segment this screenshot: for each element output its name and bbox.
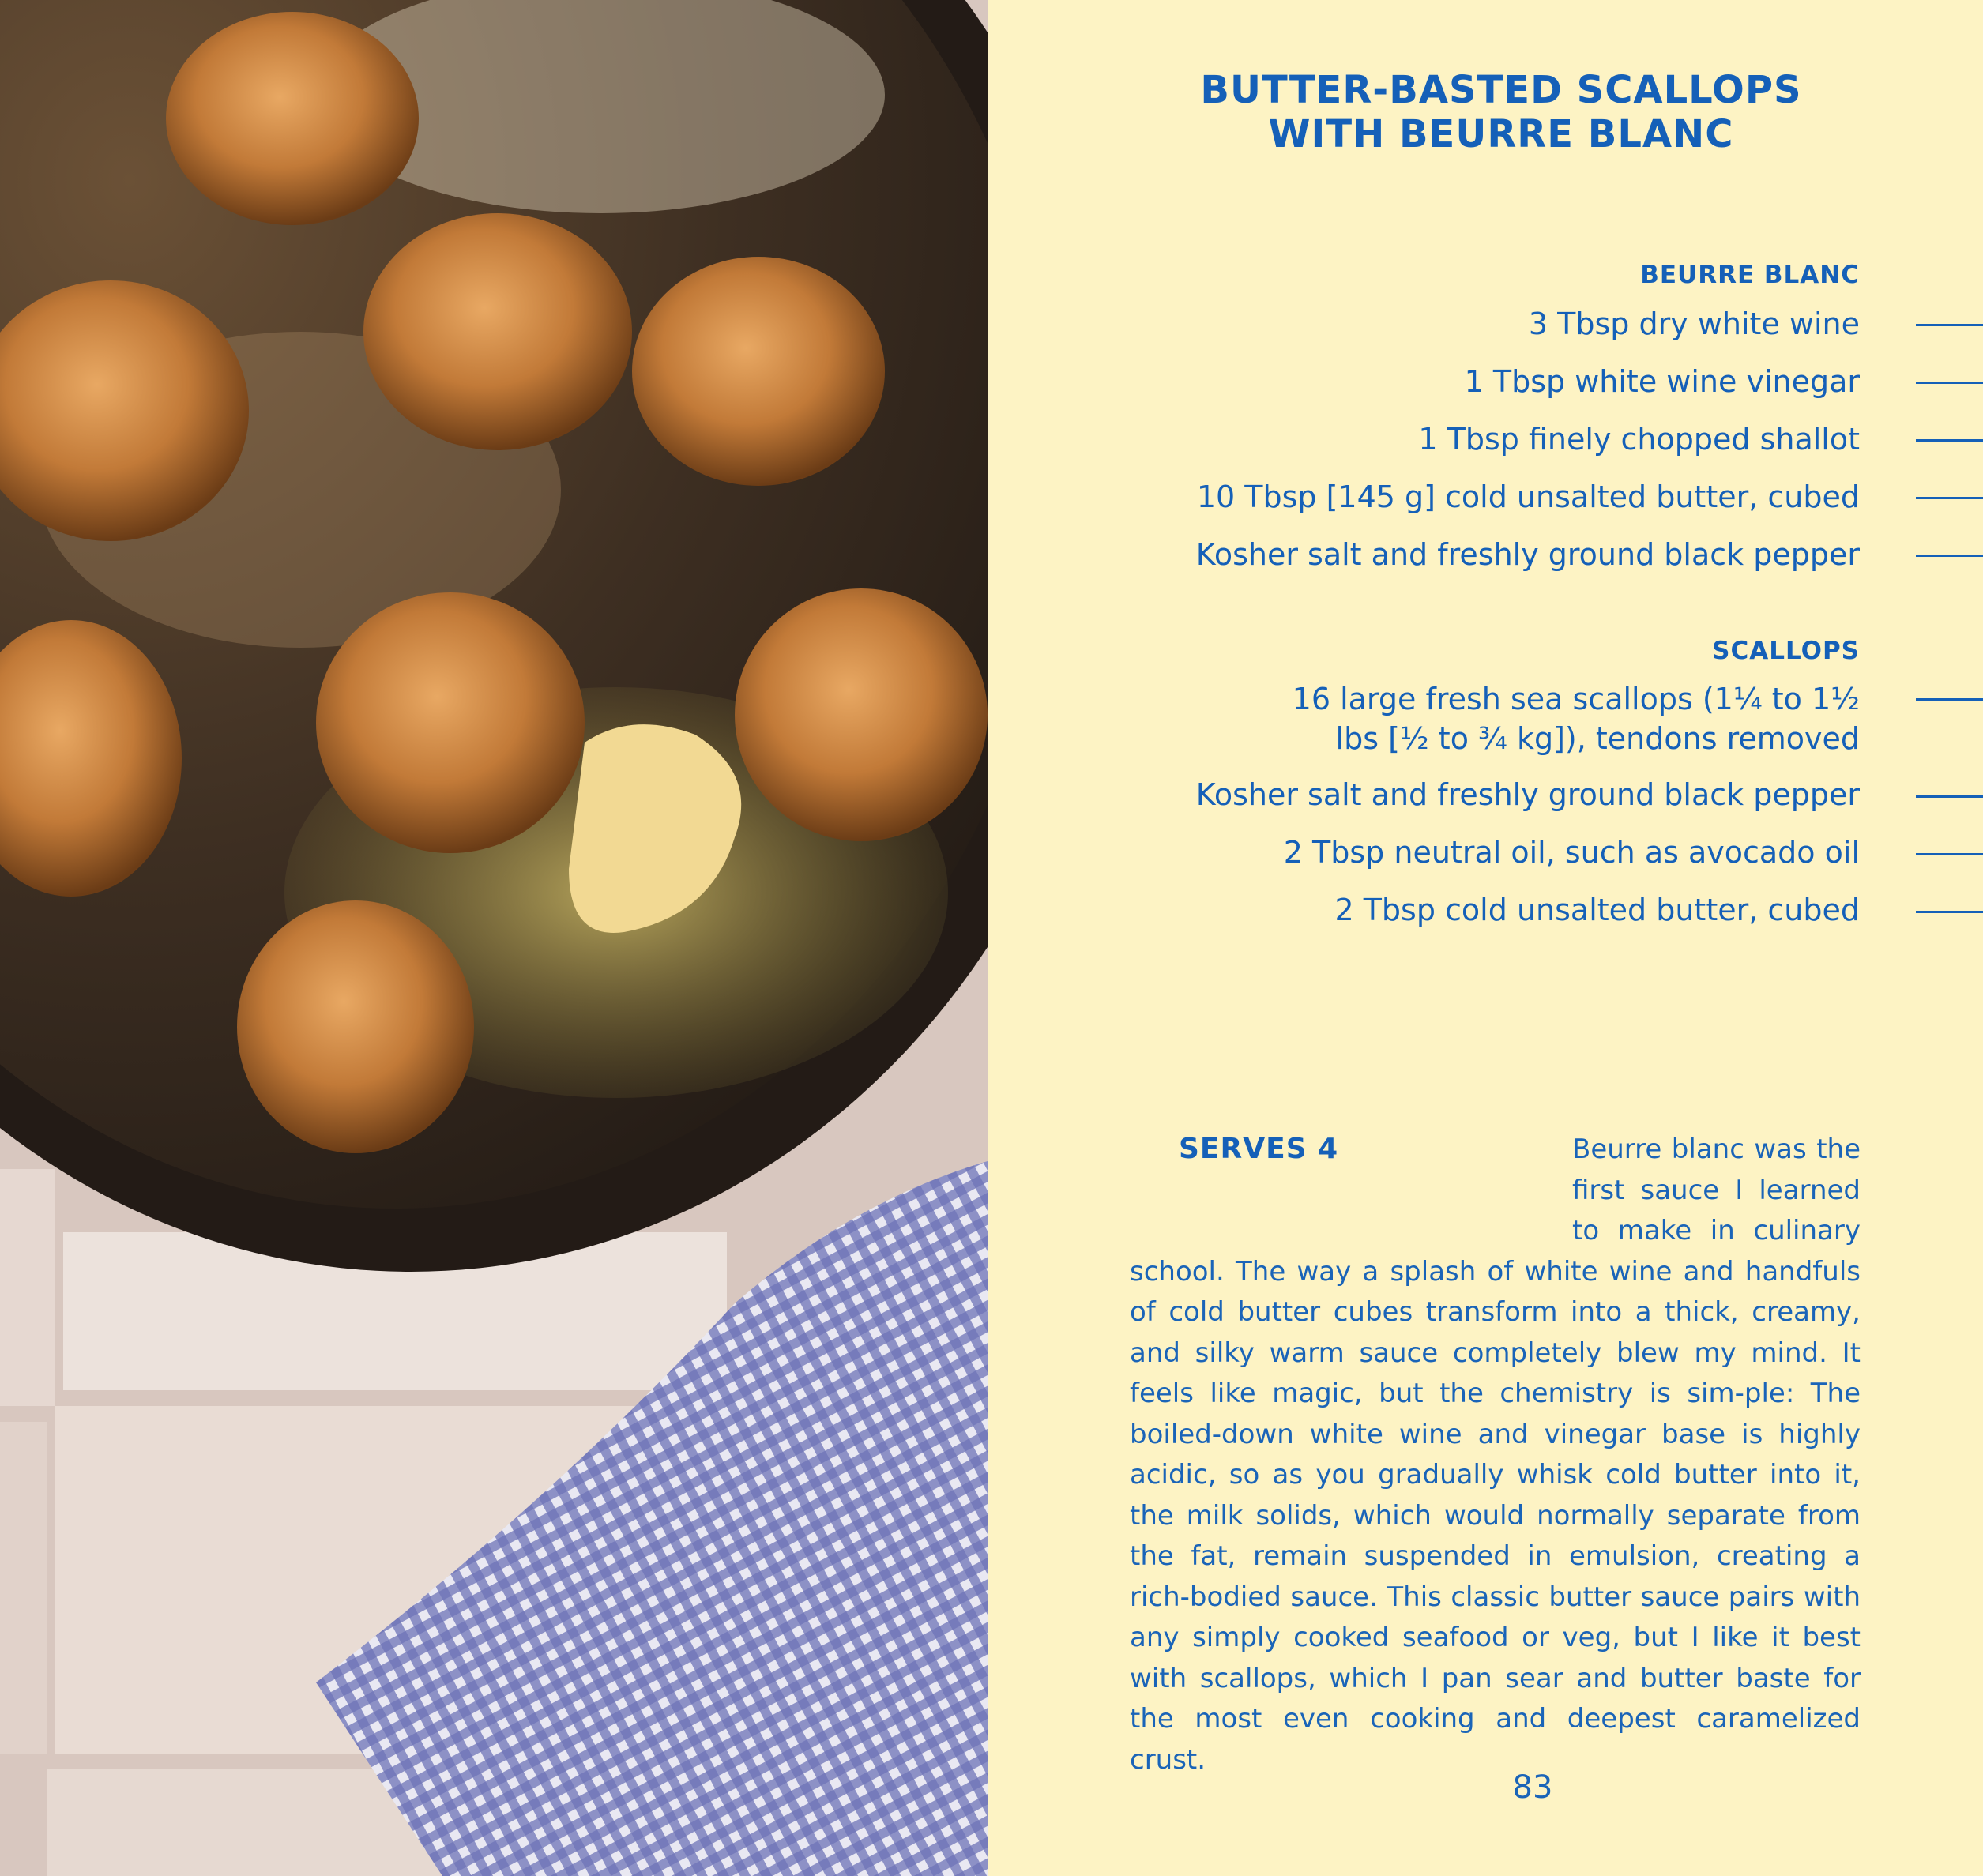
ingredient-tick-mark	[1916, 382, 1983, 384]
recipe-title	[988, 68, 1983, 156]
ingredient-tick-mark	[1916, 698, 1983, 701]
ingredient-item: 1 Tbsp white wine vinegar	[1464, 364, 1860, 399]
section-heading-scallops: SCALLOPS	[1712, 637, 1860, 665]
recipe-title-line-2: WITH BEURRE BLANC	[1268, 112, 1734, 156]
ingredient-item: 3 Tbsp dry white wine	[1528, 306, 1860, 341]
ingredient-tick-mark	[1916, 795, 1983, 798]
recipe-page	[988, 0, 1983, 1876]
recipe-intro	[1130, 1130, 1861, 1780]
ingredient-tick-mark	[1916, 853, 1983, 855]
ingredient-item: 2 Tbsp cold unsalted butter, cubed	[1334, 893, 1860, 927]
section-heading-beurre-blanc: BEURRE BLANC	[1640, 261, 1860, 289]
ingredient-item: 2 Tbsp neutral oil, such as avocado oil	[1283, 835, 1860, 870]
ingredient-item: Kosher salt and freshly ground black pepper	[1195, 537, 1860, 572]
ingredient-item: 16 large fresh sea scallops (1¼ to 1½ lbs [½ to ¾ kg]), tendons removed	[1292, 682, 1860, 756]
ingredient-tick-mark	[1916, 497, 1983, 499]
ingredient-item: 10 Tbsp [145 g] cold unsalted butter, cubed	[1196, 479, 1860, 514]
ingredient-tick-mark	[1916, 555, 1983, 557]
page-number: 83	[1512, 1769, 1553, 1806]
ingredient-tick-mark	[1916, 439, 1983, 442]
ingredient-item: Kosher salt and freshly ground black pepper	[1195, 777, 1860, 812]
food-photo	[0, 0, 988, 1876]
ingredient-tick-mark	[1916, 324, 1983, 326]
recipe-title-line-1: BUTTER-BASTED SCALLOPS	[1200, 68, 1802, 112]
serves-label: SERVES 4	[1179, 1133, 1339, 1165]
ingredient-item: 1 Tbsp finely chopped shallot	[1418, 422, 1860, 457]
ingredient-tick-mark	[1916, 911, 1983, 913]
seared-scallops-photo-icon	[0, 0, 988, 1876]
recipe-intro-text: Beurre blanc was the first sauce I learned to make in culinary school. The way a splash of white wine and handfuls of cold butter cubes transform into a thick, creamy, and silky warm sauce completely blew my mind. It feels like magic, but the chemistry is sim-ple: The boiled-down white wine and vinegar base is highly acidic, so as you gradually whisk cold butter into it, the milk solids, which would normally separate from the fat, remain suspended in emulsion, creating a rich-bodied sauce. This classic butter sauce pairs with any simply cooked seafood or veg, but I like it best with scallops, which I pan sear and butter baste for the most even cooking and deepest caramelized crust.	[1130, 1133, 1861, 1776]
